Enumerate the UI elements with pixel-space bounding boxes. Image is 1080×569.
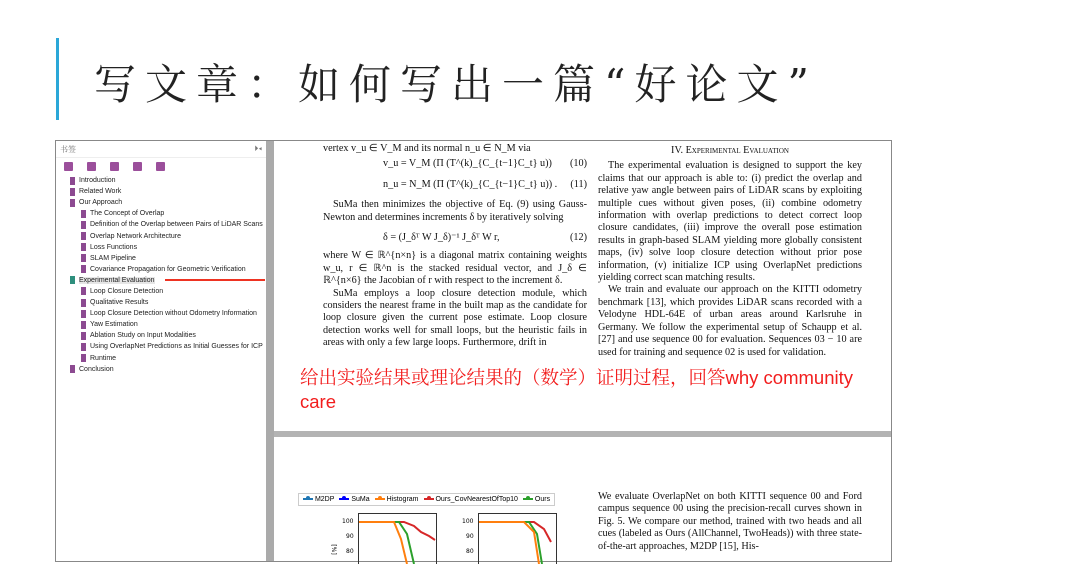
equation-number: (12) (570, 232, 587, 244)
paragraph: vertex v_u ∈ V_M and its normal n_u ∈ N_M via (323, 143, 531, 154)
bookmark-label: Runtime (90, 354, 117, 362)
bookmark-icon (70, 199, 75, 207)
bookmark-item[interactable] (64, 219, 266, 230)
bookmark-label: Loss Functions (90, 243, 138, 251)
legend-entry (339, 496, 369, 503)
bookmark-item[interactable] (64, 319, 266, 330)
bookmark-item[interactable] (64, 175, 266, 186)
bookmark-icon (81, 232, 86, 240)
equation-text: v_u = V_M (Π (T^(k)_{C_{t−1}C_t} u)) (383, 158, 552, 170)
bookmark-label: Introduction (79, 177, 116, 185)
legend-label: M2DP (314, 496, 335, 503)
bookmark-item[interactable] (64, 242, 266, 253)
bookmark-item[interactable] (64, 297, 266, 308)
bookmark-icon (70, 365, 75, 373)
bookmark-label: Loop Closure Detection without Odometry Information (90, 310, 257, 318)
chart-legend (298, 493, 555, 506)
move-bookmark-icon[interactable] (110, 162, 119, 171)
pr-plot-left (358, 513, 437, 564)
paragraph: We evaluate OverlapNet on both KITTI sequence 00 and Ford campus sequence 00 using the precision-recall curves shown in Fig. 5. We compare our method, trained with two heads and all cues (labeled as Ours (AllChannel, TwoHeads)) with three state-of-the-art approaches, M2DP [15], His- (598, 491, 862, 552)
legend-label: Histogram (386, 496, 419, 503)
bookmark-icon (81, 310, 86, 318)
equation-number: (10) (570, 158, 587, 170)
bookmark-icon (81, 265, 86, 273)
bookmark-icon (81, 299, 86, 307)
right-column (598, 145, 862, 359)
left-column (323, 143, 587, 350)
bookmark-icon (81, 354, 86, 362)
equation-11 (323, 179, 587, 191)
legend-entry (424, 496, 518, 503)
legend-label: Ours (534, 496, 551, 503)
panel-collapse-icon[interactable]: ⏵◂ (254, 144, 262, 153)
bookmark-item[interactable] (64, 364, 266, 375)
paragraph: SuMa then minimizes the objective of Eq. (9) using Gauss-Newton and determines increments δ by iteratively solving (323, 199, 587, 223)
legend-entry (523, 496, 550, 503)
bookmarks-panel (56, 141, 267, 561)
legend-label: SuMa (351, 496, 370, 503)
bookmark-item[interactable] (64, 186, 266, 197)
y-tick: 100 (342, 518, 354, 525)
paragraph: SuMa employs a loop closure detection module, which considers the nearest frame in the built map as the candidate for loop closure given the current pose estimate. Loop closure detection works well for small loops, but the heuristic fails in areas with only a few large loops. Furthermore, drift in (323, 287, 587, 349)
series-histogram (479, 522, 539, 564)
paragraph: The experimental evaluation is designed to support the key claims that our approach is able to: (i) predict the overlap and relative yaw angle between pairs of LiDAR scans by exploiting multiple cues without given poses, (ii) combine odometry information with overlap predictions to detect correct loop closure candidates, (iii) improve the overall pose estimation results in graph-based SLAM yielding more globally consistent maps, (iv) solve loop closure detection without prior pose information, (v) initialize ICP using OverlapNet predictions yielding correct scan matching results. (598, 160, 862, 284)
bookmark-icon (81, 210, 86, 218)
equation-number: (11) (570, 178, 587, 190)
annotation-text: 给出实验结果或理论结果的（数学）证明过程，回答why community care (300, 367, 853, 412)
series-ours-cov (479, 522, 551, 542)
bookmark-properties-icon[interactable] (156, 162, 165, 171)
bookmark-item[interactable] (64, 353, 266, 364)
y-tick: 100 (462, 518, 474, 525)
bookmark-item[interactable] (64, 341, 266, 352)
bookmark-label: Conclusion (79, 365, 114, 373)
bookmark-label: Loop Closure Detection (90, 287, 164, 295)
annotation-arrow (165, 279, 265, 281)
legend-label: Ours_CovNearestOfTop10 (435, 496, 518, 503)
series-ours (479, 522, 542, 564)
paragraph: We train and evaluate our approach on the KITTI odometry benchmark [13], which provides LiDAR scans recorded with a Velodyne HDL-64E of urban areas around Karlsruhe in Germany. We follow the experimental setup of Schaupp et al. [27] and use sequence 00 for evaluation. Sequences 03 − 10 are used for training and sequence 02 is used for validation. (598, 284, 862, 358)
y-tick: 90 (466, 533, 474, 540)
bookmark-icon (81, 287, 86, 295)
y-tick: 80 (466, 548, 474, 555)
y-tick: 80 (346, 548, 354, 555)
bookmark-label: Definition of the Overlap between Pairs of LiDAR Scans (90, 221, 263, 229)
y-axis-label: [%] (331, 544, 339, 555)
bookmark-icon (81, 332, 86, 340)
bookmark-label: Yaw Estimation (90, 321, 138, 329)
bookmark-icon (81, 343, 86, 351)
bookmark-label: Ablation Study on Input Modalities (90, 332, 196, 340)
bookmark-icon (70, 188, 75, 196)
bookmark-toolbar (56, 158, 266, 175)
bookmark-icon (81, 254, 86, 262)
legend-entry (303, 496, 334, 503)
equation-12 (323, 232, 587, 244)
bookmark-label: Using OverlapNet Predictions as Initial Guesses for ICP (90, 343, 263, 351)
bookmark-label: Covariance Propagation for Geometric Verification (90, 265, 246, 273)
equation-text: δ = (J_δᵀ W J_δ)⁻¹ J_δᵀ W r, (383, 232, 500, 244)
bookmarks-header: 书签 (60, 144, 76, 154)
bookmark-item[interactable] (64, 197, 266, 208)
equation-text: n_u = N_M (Π (T^(k)_{C_{t−1}C_t} u)) . (383, 178, 558, 190)
bookmark-icon (81, 321, 86, 329)
bookmark-icon (70, 276, 75, 284)
bookmark-item[interactable] (64, 253, 266, 264)
delete-bookmark-icon[interactable] (64, 162, 73, 171)
section-heading: IV. Experimental Evaluation (671, 145, 789, 156)
bookmark-tree (56, 175, 266, 375)
bookmark-item[interactable] (64, 330, 266, 341)
bookmark-label: Experimental Evaluation (79, 276, 155, 284)
bookmark-item[interactable] (64, 264, 266, 275)
add-bookmark-icon[interactable] (87, 162, 96, 171)
new-bookmark-icon[interactable] (133, 162, 142, 171)
bookmark-label: Related Work (79, 188, 122, 196)
bookmark-label: SLAM Pipeline (90, 254, 136, 262)
pr-plot-right (478, 513, 557, 564)
bookmark-item[interactable] (64, 308, 266, 319)
legend-swatch (424, 498, 434, 500)
bookmark-label: Our Approach (79, 199, 123, 207)
bookmark-label: Overlap Network Architecture (90, 232, 182, 240)
bookmark-item[interactable] (64, 230, 266, 241)
bookmark-icon (81, 243, 86, 251)
legend-swatch (303, 498, 313, 500)
legend-swatch (339, 498, 349, 500)
series-histogram (359, 522, 407, 564)
sidebar-scrollbar[interactable] (266, 141, 274, 561)
title-accent-bar (56, 38, 59, 120)
legend-swatch (375, 498, 385, 500)
bookmark-icon (81, 221, 86, 229)
bookmark-label: The Concept of Overlap (90, 210, 165, 218)
legend-entry (375, 496, 419, 503)
equation-10 (323, 158, 587, 170)
bookmark-icon (70, 177, 75, 185)
y-tick: 90 (346, 533, 354, 540)
bookmark-item[interactable] (64, 208, 266, 219)
paragraph: where W ∈ ℝ^{n×n} is a diagonal matrix containing weights w_u, r ∈ ℝ^n is the stacked residual vector, and J_δ ∈ ℝ^{n×6} the Jacobian of r with respect to the increment δ. (323, 250, 587, 287)
bookmark-item[interactable] (64, 286, 266, 297)
slide-title: 写文章：如何写出一篇“好论文” (94, 60, 818, 109)
bookmark-label: Qualitative Results (90, 299, 149, 307)
legend-swatch (523, 498, 533, 500)
